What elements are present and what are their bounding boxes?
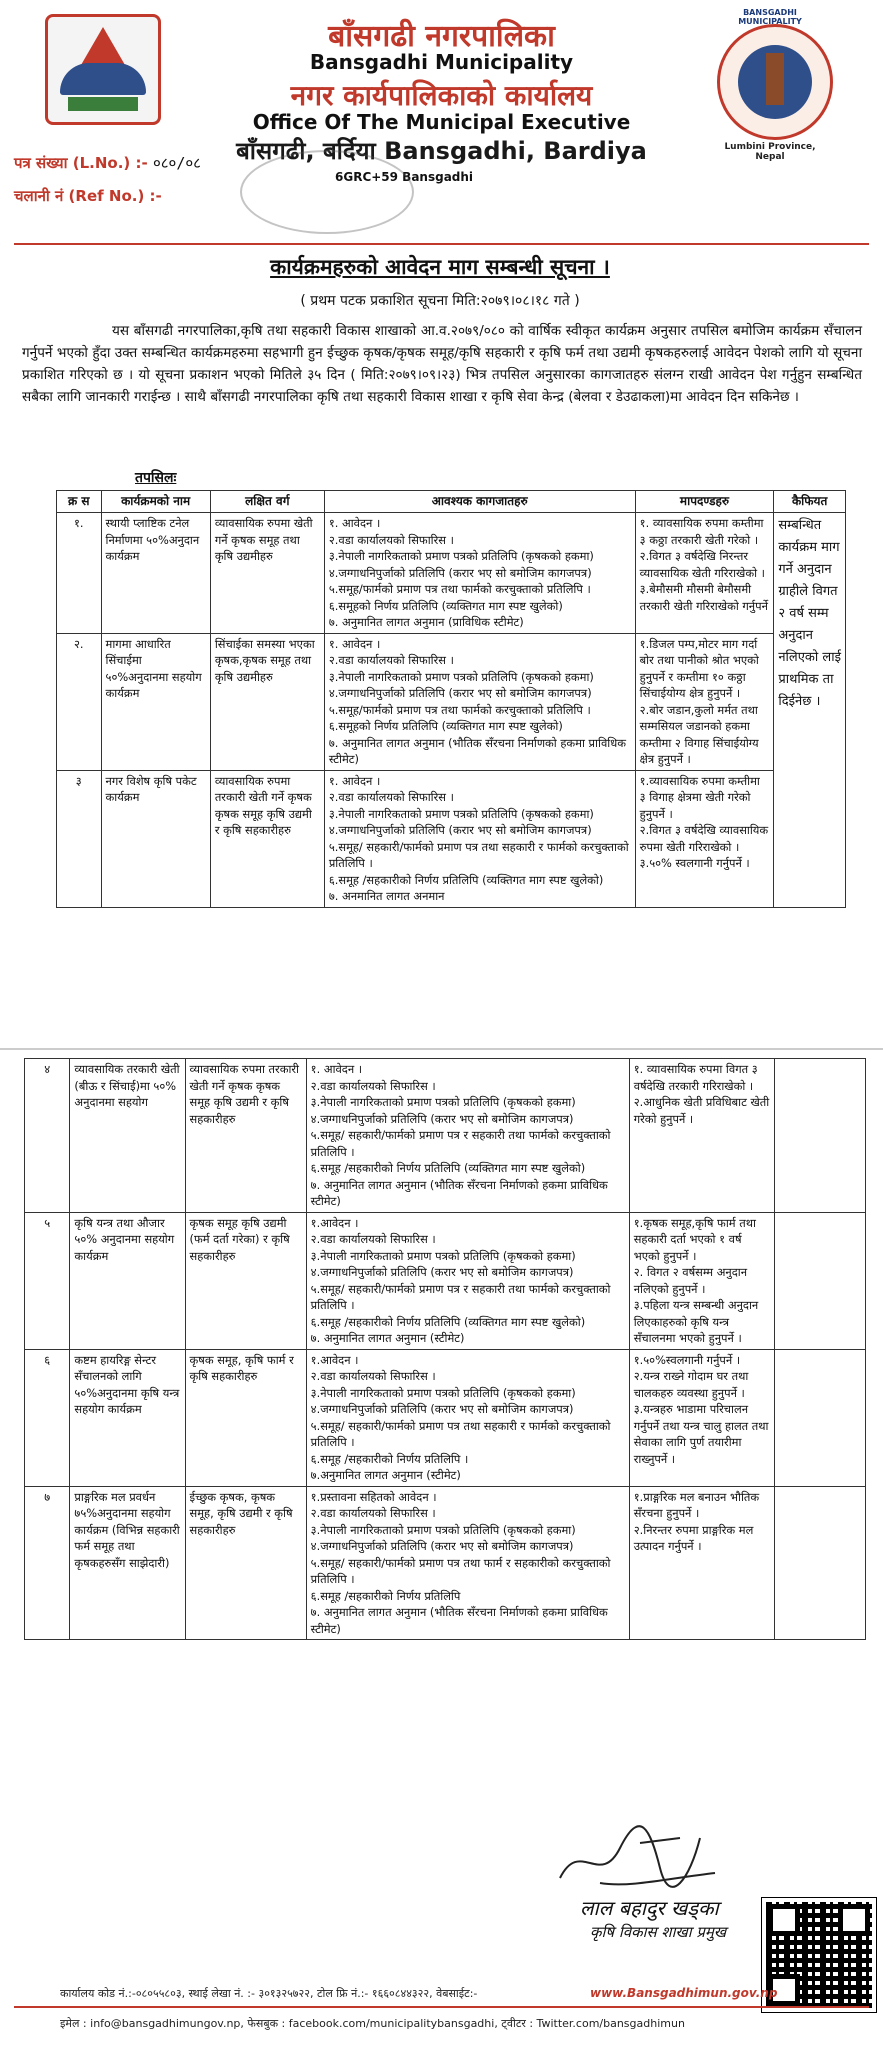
logo-caption: BANSGADHI MUNICIPALITY [738,8,802,26]
document-item: ६.समूहको निर्णय प्रतिलिपि (व्यक्तिगत माग स्पष्ट खुलेको) [328,719,563,733]
document-item: ७. अनुमानित लागत अनुमान (भौतिक सँरचना निर्माणको हकमा प्राविधिक स्टीमेट) [310,1605,608,1636]
document-item: ३.नेपाली नागरिकताको प्रमाण पत्रको प्रतिलिपि (कृषकको हकमा) [328,806,594,821]
row-documents [324,633,635,770]
document-item: ५.समूह/ सहकारी/फार्मको प्रमाण पत्र तथा सहकारी र फार्मको करचुक्ताको प्रतिलिपि । [328,839,629,870]
row-criteria: १.कृषक समूह,कृषि फार्म तथा सहकारी दर्ता भएको १ वर्ष भएको हुनुपर्ने । २. विगत २ वर्षसम्म अनुदान नलिएको हुनुपर्ने । ३.पहिला यन्त्र सम्बन्धी अनुदान लिएकाहरुको कृषि यन्त्र सँचालनमा भएको हुनुपर्ने । [629,1212,774,1349]
table-row [57,513,846,634]
row-criteria: १.व्यावसायिक रुपमा कम्तीमा ३ विगाह क्षेत्रमा खेती गरेको हुनुपर्ने । २.विगत ३ वर्षदेखि व्यावसायिक रुपमा खेती गरिराखेको । ३.५०% स्वलगानी गर्नुपर्ने । [635,770,774,907]
qr-code[interactable] [762,1898,876,2012]
letter-number [14,153,201,173]
document-item: ६.समूहको निर्णय प्रतिलिपि (व्यक्तिगत माग स्पष्ट खुलेको) [328,598,563,613]
row-serial: ३ [57,770,102,907]
table-row [25,1059,866,1213]
document-item: ७. अनुमानित लागत अनुमान (स्टीमेट) [310,1331,465,1345]
footer-divider [14,2006,869,2008]
header-remarks: कैफियत [774,491,846,513]
document-item: २.वडा कार्यालयको सिफारिस । [310,1078,436,1093]
document-item: ५.समूह/ सहकारी/फार्मको प्रमाण पत्र तथा सहकारी र फार्मको करचुक्ताको प्रतिलिपि । [310,1418,611,1449]
program-table-part1 [56,490,846,908]
document-item: ३.नेपाली नागरिकताको प्रमाण पत्रको प्रतिलिपि (कृषकको हकमा) [310,1522,576,1537]
document-item: १.प्रस्तावना सहितको आवेदन । [310,1489,437,1504]
row-documents [306,1212,629,1349]
document-item: ३.नेपाली नागरिकताको प्रमाण पत्रको प्रतिलिपि (कृषकको हकमा) [328,549,594,563]
header-target: लक्षित वर्ग [210,491,324,513]
document-item: २.वडा कार्यालयको सिफारिस । [310,1369,436,1383]
row-target: कृषक समूह कृषि उद्यमी (फर्म दर्ता गरेका) र कृषि सहकारीहरु [185,1212,306,1349]
row-criteria: १. व्यावसायिक रुपमा कम्तीमा ३ कठ्ठा तरकारी खेती गरेको । २.विगत ३ वर्षदेखि निरन्तर व्यावसायिक खेती गरिराखेको । ३.बेमौसमी मौसमी बेमौसमी तरकारी खेती गरिराखेको गर्नुपर्ने [635,513,774,634]
row-target: सिंचाईका समस्या भएका कृषक,कृषक समूह तथा कृषि उद्यमीहरु [210,633,324,770]
row-documents [306,1349,629,1486]
header-criteria: मापदण्डहरु [635,491,774,513]
footer-contact-links: इमेल : info@bansgadhimungov.np, फेसबुक : facebook.com/municipalitybansgadhi, ट्वीटर : Twitter.com/bansgadhimun [60,2017,685,2030]
row-target: कृषक समूह, कृषि फार्म र कृषि सहकारीहरु [185,1349,306,1486]
signatory-name: लाल बहादुर खड्का [580,1896,719,1920]
signature-scribble [540,1818,750,1898]
document-item: ७. अनमानित लागत अनमान [328,889,445,903]
row-remarks: सम्बन्धित कार्यक्रम माग गर्ने अनुदान ग्राहीले विगत २ वर्ष सम्म अनुदान नलिएको लाई प्राथमिक ता दिईनेछ । [774,513,846,908]
document-item: ३.नेपाली नागरिकताको प्रमाण पत्रको प्रतिलिपि (कृषकको हकमा) [310,1248,576,1263]
row-criteria: १.५०%स्वलगानी गर्नुपर्ने । २.यन्त्र राख्ने गोदाम घर तथा चालकहरु व्यवस्था हुनुपर्ने । ३.यन्त्रहरु भाडामा परिचालन गर्नुपर्ने तथा यन्त्र चालु हालत तथा सेवाका लागि पुर्ण तयारीमा राख्नुपर्ने । [629,1349,774,1486]
signature-block [540,1818,750,1941]
document-item: ६.समूह /सहकारीको निर्णय प्रतिलिपि । [310,1451,469,1466]
document-item: ७. अनुमानित लागत अनुमान (भौतिक सँरचना निर्माणको हकमा प्राविधिक स्टीमेट) [310,1177,608,1208]
row-criteria: १.प्राङ्गरिक मल बनाउन भौतिक सँरचना हुनुपर्ने । २.निरन्तर रुपमा प्राङ्गरिक मल उत्पादन गर्नुपर्ने । [629,1486,774,1640]
row-program: मागमा आधारित सिंचाईमा ५०%अनुदानमा सहयोग कार्यक्रम [101,633,210,770]
document-item: ४.जग्गाधनिपुर्जाको प्रतिलिपि (करार भए सो बमोजिम कागजपत्र) [310,1402,574,1416]
plus-code: 6GRC+59 Bansgadhi [335,170,474,184]
document-item: ७. अनुमानित लागत अनुमान (प्राविधिक स्टीमेट) [328,615,524,629]
document-item: ५.समूह/फार्मको प्रमाण पत्र तथा फार्मको करचुक्ताको प्रतिलिपि । [328,702,591,717]
header-program: कार्यक्रमको नाम [101,491,210,513]
table-row [57,770,846,907]
program-table-part2 [24,1058,866,1640]
row-target: व्यावसायिक रुपमा तरकारी खेती गर्ने कृषक कृषक समूह कृषि उद्यमी र कृषि सहकारीहरु [185,1059,306,1213]
dispatch-number [14,186,162,206]
document-item: ७. अनुमानित लागत अनुमान (भौतिक सँरचना निर्माणको हकमा प्राविधिक स्टीमेट) [328,735,626,766]
table-row [57,633,846,770]
document-item: ४.जग्गाधनिपुर्जाको प्रतिलिपि (करार भए सो बमोजिम कागजपत्र) [328,565,592,580]
logo-province-caption: Lumbini Province, Nepal [724,142,816,162]
row-remarks-empty [775,1059,866,1213]
document-item: १.आवेदन । [310,1352,359,1367]
document-item: ५.समूह/फार्मको प्रमाण पत्र तथा फार्मको करचुक्ताको प्रतिलिपि । [328,582,591,596]
notice-body: यस बाँसगढी नगरपालिका,कृषि तथा सहकारी विकास शाखाको आ.व.२०७९/०८० को वार्षिक स्वीकृत कार्यक्रम अनुसार तपसिल बमोजिम कार्यक्रम सँचालन गर्नुपर्ने भएको हुँदा उक्त सम्बन्धित कार्यक्रमहरुमा सहभागी हुन ईच्छुक कृषक/कृषक समूह/कृषि सहकारी र कृषि फर्म तथा उद्यमी कृषकहरुलाई आवेदन पेशको लागि यो सूचना प्रकाशित गरिएको छ । यो सूचना प्रकाशन भएको मितिले ३५ दिन ( मिति:२०७९।०९।२३) भित्र तपसिल अनुसारका कागजातहरु संलग्न राखी आवेदन पेश गर्नुहुन सम्बन्धित सबैका लागि जानकारी गराईन्छ । साथै बाँसगढी नगरपालिका कृषि तथा सहकारी विकास शाखा र कृषि सेवा केन्द्र (बेलवा र डेउढाकला)मा आवेदन दिन सकिनेछ । [22,323,862,405]
document-item: ३.नेपाली नागरिकताको प्रमाण पत्रको प्रतिलिपि (कृषकको हकमा) [310,1385,576,1400]
document-item: ६.समूह /सहकारीको निर्णय प्रतिलिपि (व्यक्तिगत माग स्पष्ट खुलेको) [328,872,604,887]
document-item: १.आवेदन । [310,1215,359,1230]
office-name-np: नगर कार्यपालिकाको कार्यालय [290,79,593,112]
document-item: ४.जग्गाधनिपुर्जाको प्रतिलिपि (करार भए सो बमोजिम कागजपत्र) [328,686,592,700]
letter-number-value: ०८०/०८ [152,154,201,172]
office-location: बाँसगढी, बर्दिया Bansgadhi, Bardiya [236,137,647,165]
row-program: कृषि यन्त्र तथा औजार ५०% अनुदानमा सहयोग कार्यक्रम [70,1212,185,1349]
row-criteria: १.डिजल पम्प,मोटर माग गर्दा बोर तथा पानीको श्रोत भएको हुनुपर्ने र कम्तीमा १० कठ्ठा सिंचाईयोग्य क्षेत्र हुनुपर्ने । २.बोर जडान,कुलो मर्मत तथा सम्मसियल जडानको हकमा कम्तीमा २ विगाह सिंचाईयोग्य क्षेत्र हुनुपर्ने । [635,633,774,770]
row-documents [324,513,635,634]
footer-office-info: कार्यालय कोड नं.:-०८०५५८०३, स्थाई लेखा नं. :- ३०१३२५७२२, टोल फ्रि नं.:- १६६०८४४३२२, वेबसाईट:- [60,1987,478,2000]
document-item: १. आवेदन । [328,773,381,788]
document-item: २.वडा कार्यालयको सिफारिस । [328,653,454,667]
row-serial: ४ [25,1059,70,1213]
document-item: १. आवेदन । [310,1062,363,1076]
row-remarks-empty [775,1486,866,1640]
dispatch-number-label: चलानी नं (Ref No.) :- [14,187,162,205]
document-item: ४.जग्गाधनिपुर्जाको प्रतिलिपि (करार भए सो बमोजिम कागजपत्र) [328,823,592,837]
row-remarks-empty [775,1349,866,1486]
row-remarks-empty [775,1212,866,1349]
row-serial: २. [57,633,102,770]
document-item: ४.जग्गाधनिपुर्जाको प्रतिलिपि (करार भए सो बमोजिम कागजपत्र) [310,1111,574,1126]
document-item: ३.नेपाली नागरिकताको प्रमाण पत्रको प्रतिलिपि (कृषकको हकमा) [310,1095,576,1109]
row-serial: ७ [25,1486,70,1640]
notice-title: कार्यक्रमहरुको आवेदन माग सम्बन्धी सूचना । [270,255,610,279]
row-program: प्राङ्गरिक मल प्रवर्धन ७५%अनुदानमा सहयोग कार्यक्रम (विभिन्न सहकारी फर्म समूह तथा कृषकहरुसँग साझेदारी) [70,1486,185,1640]
notice-subtitle: ( प्रथम पटक प्रकाशित सूचना मिति:२०७९।०८।१८ गते ) [300,293,580,309]
row-documents [324,770,635,907]
signatory-title: कृषि विकास शाखा प्रमुख [590,1923,727,1941]
row-target: व्यावसायिक रुपमा खेती गर्ने कृषक समूह तथा कृषि उद्यमीहरु [210,513,324,634]
office-name-en: Office Of The Municipal Executive [252,110,631,134]
document-item: २.वडा कार्यालयको सिफारिस । [328,532,454,547]
document-item: ६.समूह /सहकारीको निर्णय प्रतिलिपि [310,1588,461,1603]
row-serial: १. [57,513,102,634]
details-label: तपसिलः [135,470,177,486]
table-row [25,1212,866,1349]
document-item: २.वडा कार्यालयको सिफारिस । [310,1232,436,1246]
header-documents: आवश्यक कागजातहरु [324,491,635,513]
document-item: ४.जग्गाधनिपुर्जाको प्रतिलिपि (करार भए सो बमोजिम कागजपत्र) [310,1539,574,1553]
header-sn: क्र स [57,491,102,513]
document-item: ६.समूह /सहकारीको निर्णय प्रतिलिपि (व्यक्तिगत माग स्पष्ट खुलेको) [310,1314,586,1329]
municipality-logo [717,24,833,140]
row-program: नगर विशेष कृषि पकेट कार्यक्रम [101,770,210,907]
header-divider [14,243,869,245]
table-row [25,1486,866,1640]
table-row [25,1349,866,1486]
document-item: १. आवेदन । [328,636,381,651]
row-documents [306,1486,629,1640]
document-item: ७.अनुमानित लागत अनुमान (स्टीमेट) [310,1468,461,1482]
document-item: ५.समूह/ सहकारी/फार्मको प्रमाण पत्र र सहकारी तथा फार्मको करचुक्ताको प्रतिलिपि । [310,1281,611,1312]
document-item: ६.समूह /सहकारीको निर्णय प्रतिलिपि (व्यक्तिगत माग स्पष्ट खुलेको) [310,1161,586,1175]
row-target: ईच्छुक कृषक, कृषक समूह, कृषि उद्यमी र कृषि सहकारीहरु [185,1486,306,1640]
footer-website-link[interactable]: www.Bansgadhimun.gov.np [590,1986,778,2000]
row-criteria: १. व्यावसायिक रुपमा विगत ३ वर्षदेखि तरकारी गरिराखेको । २.आधुनिक खेती प्रविधिबाट खेती गरेको हुनुपर्ने । [629,1059,774,1213]
document-item: ४.जग्गाधनिपुर्जाको प्रतिलिपि (करार भए सो बमोजिम कागजपत्र) [310,1265,574,1279]
row-program: व्यावसायिक तरकारी खेती (बीऊ र सिंचाई)मा ५०% अनुदानमा सहयोग [70,1059,185,1213]
row-serial: ६ [25,1349,70,1486]
row-serial: ५ [25,1212,70,1349]
row-program: स्थायी प्लाष्टिक टनेल निर्माणमा ५०%अनुदान कार्यक्रम [101,513,210,634]
page-break [0,1048,883,1050]
row-target: व्यावसायिक रुपमा तरकारी खेती गर्ने कृषक कृषक समूह कृषि उद्यमी र कृषि सहकारीहरु [210,770,324,907]
municipality-name-np: बाँसगढी नगरपालिका [328,19,555,54]
office-stamp [240,150,414,234]
letter-number-label: पत्र संख्या (L.No.) :- [14,154,148,172]
document-item: ५.समूह/ सहकारी/फार्मको प्रमाण पत्र तथा फार्म र सहकारीको करचुक्ताको प्रतिलिपि । [310,1555,611,1586]
document-item: ३.नेपाली नागरिकताको प्रमाण पत्रको प्रतिलिपि (कृषकको हकमा) [328,669,594,684]
row-program: कष्टम हायरिङ्ग सेन्टर सँचालनको लागि ५०%अनुदानमा कृषि यन्त्र सहयोग कार्यक्रम [70,1349,185,1486]
municipality-name-en: Bansgadhi Municipality [309,50,574,74]
document-item: ५.समूह/ सहकारी/फार्मको प्रमाण पत्र र सहकारी तथा फार्मको करचुक्ताको प्रतिलिपि । [310,1128,611,1159]
document-item: २.वडा कार्यालयको सिफारिस । [310,1506,436,1520]
document-item: १. आवेदन । [328,516,381,530]
document-item: २.वडा कार्यालयको सिफारिस । [328,790,454,804]
row-documents [306,1059,629,1213]
